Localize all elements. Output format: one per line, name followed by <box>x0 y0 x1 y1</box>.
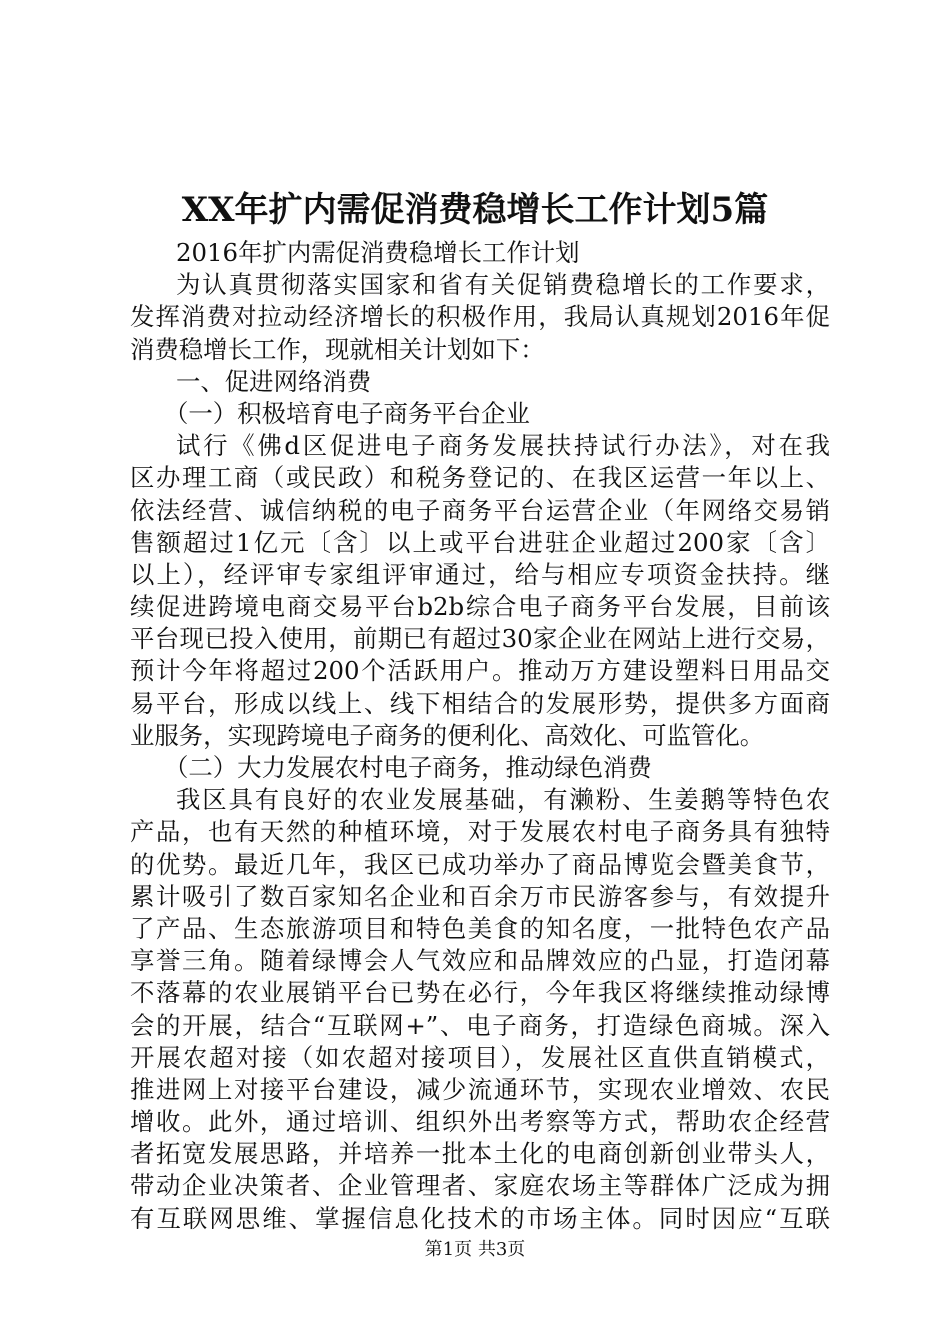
paragraph-line: 了产品、生态旅游项目和特色美食的知名度，一批特色农产品 <box>130 913 830 943</box>
paragraph-line: 开展农超对接（如农超对接项目），发展社区直供直销模式， <box>130 1042 830 1072</box>
paragraph-line: 会的开展，结合“互联网+”、电子商务，打造绿色商城。深入 <box>130 1010 830 1040</box>
section-heading: 一、促进网络消费 <box>176 366 372 396</box>
subsection-heading: （二）大力发展农村电子商务，推动绿色消费 <box>164 753 652 782</box>
paragraph-line: 不落幕的农业展销平台已势在必行，今年我区将继续推动绿博 <box>130 978 830 1008</box>
paragraph-line: 试行《佛d区促进电子商务发展扶持试行办法》，对在我 <box>176 431 830 461</box>
page-number-footer: 第1页 共3页 <box>424 1239 526 1260</box>
paragraph-line: 产品，也有天然的种植环境，对于发展农村电子商务具有独特 <box>130 817 830 847</box>
paragraph-line: 发挥消费对拉动经济增长的积极作用，我局认真规划2016年促 <box>130 302 830 332</box>
paragraph-line: 推进网上对接平台建设，减少流通环节，实现农业增效、农民 <box>130 1074 830 1104</box>
paragraph-line: 享誉三角。随着绿博会人气效应和品牌效应的凸显，打造闭幕 <box>130 946 830 976</box>
paragraph-line: 续促进跨境电商交易平台b2b综合电子商务平台发展，目前该 <box>130 592 830 622</box>
paragraph-line: 预计今年将超过200个活跃用户。推动万方建设塑料日用品交 <box>130 656 830 686</box>
paragraph-line: 累计吸引了数百家知名企业和百余万市民游客参与，有效提升 <box>130 881 830 911</box>
paragraph-line: 我区具有良好的农业发展基础，有濑粉、生姜鹅等特色农 <box>176 785 830 815</box>
paragraph-line: 消费稳增长工作，现就相关计划如下： <box>130 334 545 364</box>
paragraph-line: 的优势。最近几年，我区已成功举办了商品博览会暨美食节， <box>130 849 830 879</box>
paragraph-line: 以上），经评审专家组评审通过，给与相应专项资金扶持。继 <box>130 559 830 589</box>
paragraph-line: 者拓宽发展思路，并培养一批本土化的电商创新创业带头人， <box>130 1139 830 1169</box>
paragraph-line: 平台现已投入使用，前期已有超过30家企业在网站上进行交易， <box>130 624 830 654</box>
paragraph-line: 增收。此外，通过培训、组织外出考察等方式，帮助农企经营 <box>130 1107 830 1137</box>
paragraph-line: 有互联网思维、掌握信息化技术的市场主体。同时因应“互联 <box>130 1203 830 1233</box>
paragraph-line: 售额超过1亿元〔含〕以上或平台进驻企业超过200家〔含〕 <box>130 527 830 557</box>
paragraph-line: 区办理工商（或民政）和税务登记的、在我区运营一年以上、 <box>130 463 830 493</box>
paragraph-line: 依法经营、诚信纳税的电子商务平台运营企业（年网络交易销 <box>130 495 830 525</box>
paragraph-line: 易平台，形成以线上、线下相结合的发展形势，提供多方面商 <box>130 688 830 718</box>
paragraph-line: 业服务，实现跨境电子商务的便利化、高效化、可监管化。 <box>130 720 765 750</box>
paragraph-line: 带动企业决策者、企业管理者、家庭农场主等群体广泛成为拥 <box>130 1171 830 1201</box>
document-title: XX年扩内需促消费稳增长工作计划5篇 <box>181 190 769 230</box>
paragraph-line: 为认真贯彻落实国家和省有关促销费稳增长的工作要求， <box>176 270 830 300</box>
subtitle-line: 2016年扩内需促消费稳增长工作计划 <box>176 238 580 267</box>
subsection-heading: （一）积极培育电子商务平台企业 <box>164 398 530 428</box>
document-body <box>130 237 830 1235</box>
